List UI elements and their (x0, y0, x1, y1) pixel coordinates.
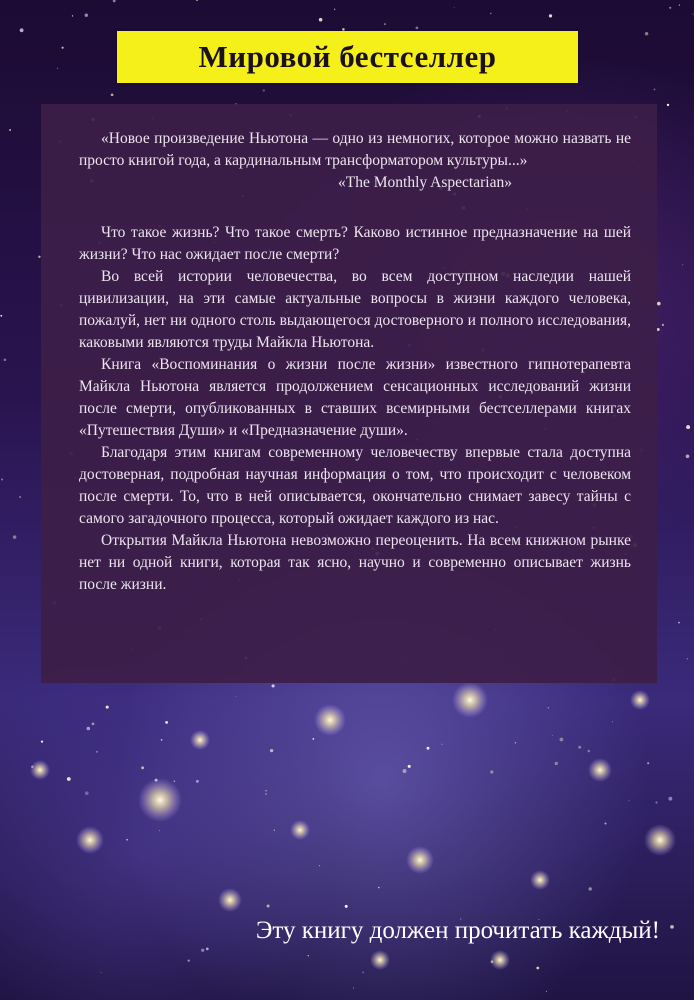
star (682, 264, 683, 265)
paragraph: Открытия Майкла Ньютона невозможно переоценить. На всем книжном рынке нет ни одной книги, которая так ясно, научно и современно описывает жизнь после жизни. (79, 532, 631, 593)
star (0, 315, 2, 317)
star (312, 738, 314, 740)
quote-source: «The Monthly Aspectarian» (338, 174, 512, 191)
star (491, 960, 494, 963)
star (106, 706, 109, 709)
star (378, 887, 380, 889)
star (270, 749, 273, 752)
star (555, 762, 558, 765)
paragraph: Во всей истории человечества, во всем доступном наследии нашей цивилизации, на эти самые актуальные вопросы в жизни каждого человека, пожалуй, нет ни одного столь выдающегося достоверного и полного исследования, каковыми являются труды Майкла Ньютона. (79, 268, 631, 351)
star (62, 47, 64, 49)
star (384, 23, 386, 25)
star (113, 0, 116, 2)
galaxy-glow (406, 846, 434, 874)
star (546, 991, 547, 992)
galaxy-glow (588, 758, 612, 782)
star (441, 744, 442, 745)
star (174, 780, 176, 782)
star (687, 658, 688, 659)
star (57, 68, 58, 69)
star (362, 972, 364, 974)
bestseller-banner (117, 31, 578, 83)
star (19, 496, 21, 498)
star (196, 780, 199, 783)
star (686, 425, 690, 429)
banner-title: Мировой бестселлер (198, 39, 497, 74)
star (612, 721, 613, 722)
star (159, 830, 160, 831)
star (263, 89, 265, 91)
paragraph: Благодаря этим книгам современному человечеству впервые стала доступна достоверная, подробная научная информация о том, что происходит с человеком после смерти. То, что в ней описывается, окончательно снимает завесу тайны с самого загадочного процесса, который ожидает каждого из нас. (79, 444, 631, 527)
star (552, 735, 553, 736)
star (490, 770, 493, 773)
star (536, 967, 539, 970)
star (67, 777, 71, 781)
star (657, 302, 661, 306)
star (319, 18, 323, 22)
galaxy-glow (530, 870, 550, 890)
star (236, 696, 237, 697)
star (265, 793, 267, 795)
star (408, 765, 411, 768)
galaxy-glow (138, 778, 182, 822)
star (669, 797, 673, 801)
star (111, 93, 114, 96)
star (1, 479, 3, 481)
star (267, 904, 270, 907)
star (92, 723, 95, 726)
star (427, 747, 430, 750)
star (454, 7, 455, 8)
paragraph: Книга «Воспоминания о жизни после жизни» известного гипнотерапевта Майкла Ньютона является продолжением сенсационных исследований жизни после смерти, опубликованных в ставших всемирными бестселлерами книгах «Путешествия Души» и «Предназначение души». (79, 356, 631, 439)
star (265, 790, 266, 791)
star (126, 839, 128, 841)
footer-tagline: Эту книгу должен прочитать каждый! (255, 917, 660, 944)
star (655, 802, 657, 804)
star (319, 865, 320, 866)
star (679, 5, 680, 6)
star (161, 739, 163, 741)
star (647, 762, 649, 764)
star (604, 822, 606, 824)
star (662, 324, 664, 326)
star (165, 721, 168, 724)
star (628, 800, 629, 801)
star (549, 14, 552, 17)
galaxy-glow (452, 682, 488, 718)
star (515, 742, 517, 744)
star (645, 32, 648, 35)
star (96, 751, 98, 753)
star (9, 129, 11, 131)
star (85, 791, 89, 795)
star (403, 769, 407, 773)
star (87, 727, 91, 731)
star (686, 455, 690, 459)
star (587, 750, 590, 753)
galaxy-glow (290, 820, 310, 840)
star (72, 15, 73, 16)
star (41, 740, 43, 742)
galaxy-glow (314, 704, 346, 736)
star (657, 328, 660, 331)
star (4, 358, 7, 361)
star (272, 684, 275, 687)
star (101, 972, 102, 973)
galaxy-glow (190, 730, 210, 750)
star (560, 738, 564, 742)
star (334, 9, 335, 10)
star (490, 13, 492, 15)
star (20, 28, 24, 32)
galaxy-glow (630, 690, 650, 710)
description-panel (41, 104, 657, 683)
galaxy-glow (76, 826, 104, 854)
star (669, 7, 671, 9)
star (196, 0, 198, 1)
star (578, 746, 581, 749)
star (155, 779, 158, 782)
paragraph: Что такое жизнь? Что такое смерть? Каково истинное предназначение на шей жизни? Что нас ожидает после смерти? (79, 224, 631, 263)
star (670, 925, 674, 929)
star (589, 887, 592, 890)
star (667, 104, 669, 106)
star (654, 88, 656, 90)
star (693, 14, 694, 15)
star (141, 766, 144, 769)
star (416, 27, 419, 30)
galaxy-glow (30, 760, 50, 780)
review-quote: «Новое произведение Ньютона — одно из немногих, которое можно назвать не просто книгой года, а кардинальным трансформатором культуры...» (79, 130, 631, 169)
star (678, 622, 680, 624)
star (274, 830, 275, 831)
star (188, 959, 190, 961)
star (85, 14, 88, 17)
star (31, 766, 33, 768)
star (353, 987, 354, 988)
star (345, 905, 348, 908)
galaxy-glow (218, 888, 242, 912)
star (548, 707, 550, 709)
galaxy-glow (644, 824, 676, 856)
star (13, 535, 16, 538)
